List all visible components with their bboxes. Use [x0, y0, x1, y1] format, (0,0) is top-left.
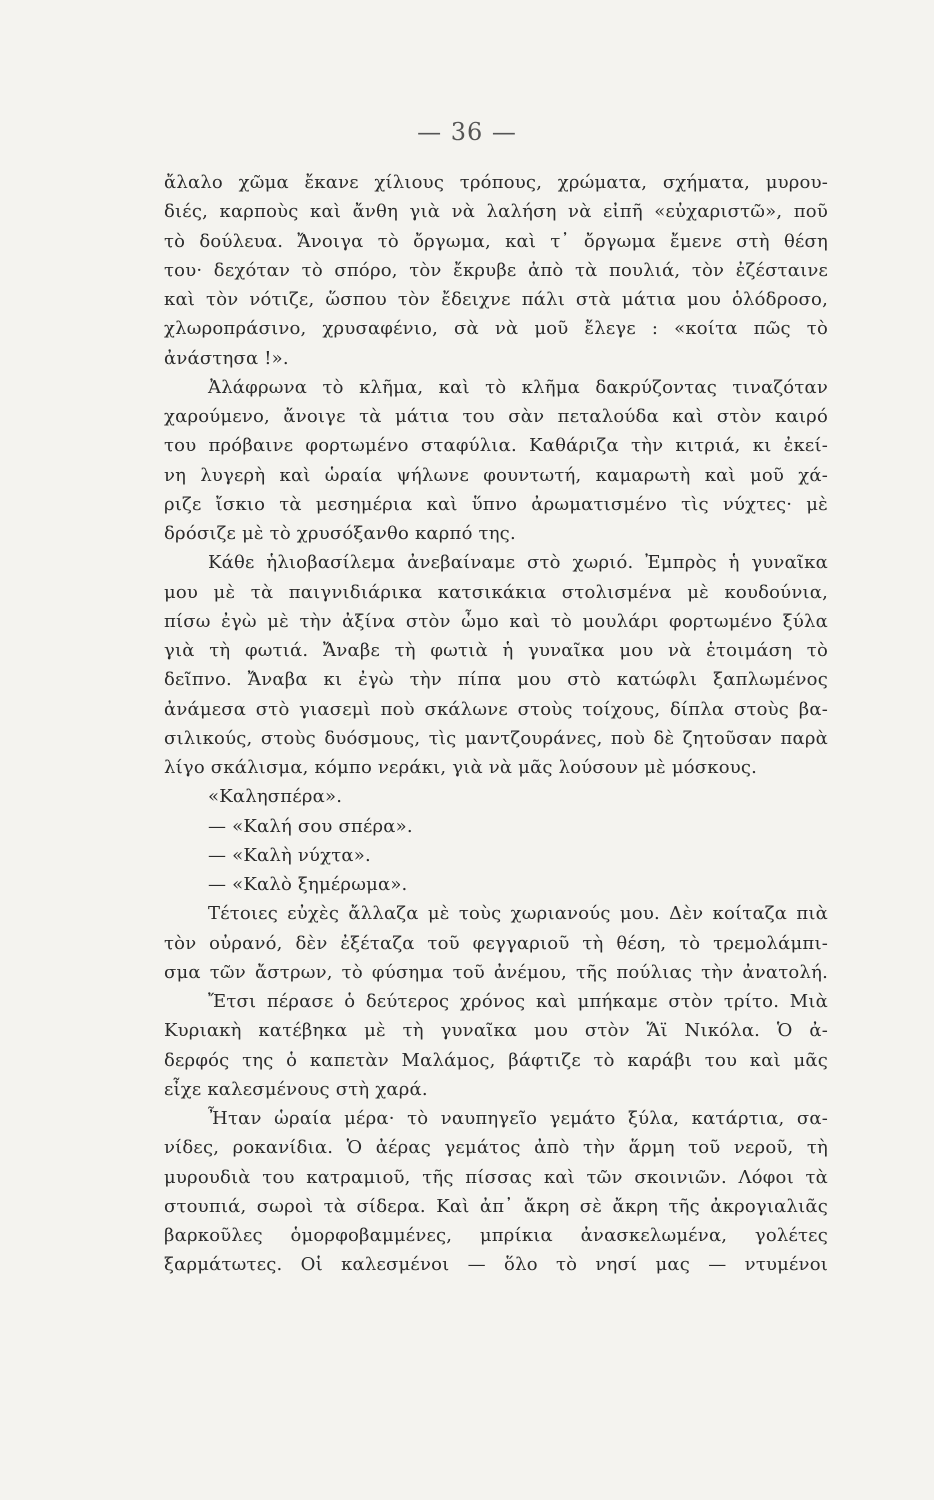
text-line: νίδες, ροκανίδια. Ὁ ἀέρας γεμάτος ἀπὸ τὴν ἅρμη τοῦ νεροῦ, τὴ [164, 1137, 828, 1159]
text-line: Τέτοιες εὐχὲς ἄλλαζα μὲ τοὺς χωριανούς μου. Δὲν κοίταζα πιὰ [208, 903, 828, 925]
text-line: ριζε ἴσκιο τὰ μεσημέρια καὶ ὕπνο ἀρωματισμένο τὶς νύχτες· μὲ [164, 493, 828, 515]
text-line: ξαρμάτωτες. Οἱ καλεσμένοι — ὅλο τὸ νησί μας — ντυμένοι [164, 1254, 828, 1276]
text-line: λίγο σκάλισμα, κόμπο νεράκι, γιὰ νὰ μᾶς λούσουν μὲ μόσκους. [164, 757, 758, 778]
text-line: γιὰ τὴ φωτιά. Ἄναβε τὴ φωτιὰ ἡ γυναῖκα μου νὰ ἑτοιμάση τὸ [164, 640, 828, 661]
text-line: μου μὲ τὰ παιγνιδιάρικα κατσικάκια στολισμένα μὲ κουδούνια, [164, 581, 828, 603]
text-line: νη λυγερὴ καὶ ὡραία ψήλωνε φουντωτή, καμαρωτὴ καὶ μοῦ χά- [164, 464, 828, 486]
text-line: του· δεχόταν τὸ σπόρο, τὸν ἔκρυβε ἀπὸ τὰ πουλιά, τὸν ἐζέσταινε [164, 259, 828, 281]
dialog-line: — «Καλὸ ξημέρωμα». [208, 874, 408, 895]
text-line: Ἀλάφρωνα τὸ κλῆμα, καὶ τὸ κλῆμα δακρύζοντας τιναζόταν [208, 376, 828, 398]
text-line: σιλικούς, στοὺς δυόσμους, τὶς μαντζουράνες, ποὺ δὲ ζητοῦσαν παρὰ [164, 727, 828, 749]
text-line: Ἔτσι πέρασε ὁ δεύτερος χρόνος καὶ μπήκαμε στὸν τρίτο. Μιὰ [208, 991, 828, 1012]
text-line: δεῖπνο. Ἄναβα κι ἐγὼ τὴν πίπα μου στὸ κατώφλι ξαπλωμένος [164, 669, 828, 691]
dialog-line: — «Καλὴ νύχτα». [208, 844, 371, 866]
text-line: μυρουδιὰ του κατραμιοῦ, τῆς πίσσας καὶ τῶν σκοινιῶν. Λόφοι τὰ [164, 1166, 828, 1188]
text-line: καὶ τὸν νότιζε, ὥσπου τὸν ἔδειχνε πάλι στὰ μάτια μου ὁλόδροσο, [164, 289, 828, 310]
text-line: Ἦταν ὡραία μέρα· τὸ ναυπηγεῖο γεμάτο ξύλα, κατάρτια, σα- [208, 1108, 828, 1129]
dialog-line: — «Καλή σου σπέρα». [208, 815, 413, 837]
text-line: Κυριακὴ κατέβηκα μὲ τὴ γυναῖκα μου στὸν Ἅϊ Νικόλα. Ὁ ἀ- [164, 1020, 828, 1042]
text-line: εἶχε καλεσμένους στὴ χαρά. [164, 1078, 428, 1100]
text-line: Κάθε ἡλιοβασίλεμα ἀνεβαίναμε στὸ χωριό. Ἐμπρὸς ἡ γυναῖκα [208, 552, 828, 574]
page-number: — 36 — [417, 118, 517, 146]
body-text [164, 168, 828, 1280]
text-line: τὸν οὐρανό, δὲν ἐξέταζα τοῦ φεγγαριοῦ τὴ θέση, τὸ τρεμολάμπι- [164, 932, 828, 954]
text-line: χαρούμενο, ἄνοιγε τὰ μάτια του σὰν πεταλούδα καὶ στὸν καιρό [164, 406, 828, 427]
text-line: πίσω ἐγὼ μὲ τὴν ἀξίνα στὸν ὦμο καὶ τὸ μουλάρι φορτωμένο ξύλα [164, 610, 828, 632]
text-line: τὸ δούλευα. Ἄνοιγα τὸ ὄργωμα, καὶ τ᾿ ὄργωμα ἔμενε στὴ θέση [164, 230, 828, 252]
text-line: σμα τῶν ἄστρων, τὸ φύσημα τοῦ ἀνέμου, τῆς πούλιας τὴν ἀνατολή. [164, 961, 828, 983]
dialog-line: «Καλησπέρα». [208, 786, 343, 808]
text-line: δρόσιζε μὲ τὸ χρυσόξανθο καρπό της. [164, 523, 516, 544]
text-line: δερφός της ὁ καπετὰν Μαλάμος, βάφτιζε τὸ καράβι του καὶ μᾶς [164, 1049, 828, 1071]
text-line: ἀνάμεσα στὸ γιασεμὶ ποὺ σκάλωνε στοὺς τοίχους, δίπλα στοὺς βα- [164, 698, 828, 720]
text-line: στουπιά, σωροὶ τὰ σίδερα. Καὶ ἀπ᾿ ἄκρη σὲ ἄκρη τῆς ἀκρογιαλιᾶς [164, 1195, 828, 1217]
text-line: ἀνάστησα !». [164, 347, 289, 369]
text-line: βαρκοῦλες ὁμορφοβαμμένες, μπρίκια ἀνασκελωμένα, γολέτες [164, 1225, 828, 1246]
text-line: διές, καρποὺς καὶ ἄνθη γιὰ νὰ λαλήση νὰ εἰπῆ «εὐχαριστῶ», ποῦ [164, 201, 828, 223]
text-line: χλωροπράσινο, χρυσαφένιο, σὰ νὰ μοῦ ἔλεγε : «κοίτα πῶς τὸ [164, 318, 828, 340]
text-line: ἄλαλο χῶμα ἔκανε χίλιους τρόπους, χρώματα, σχήματα, μυρου- [164, 172, 828, 193]
text-line: του πρόβαινε φορτωμένο σταφύλια. Καθάριζα τὴν κιτριά, κι ἐκεί- [164, 435, 828, 457]
